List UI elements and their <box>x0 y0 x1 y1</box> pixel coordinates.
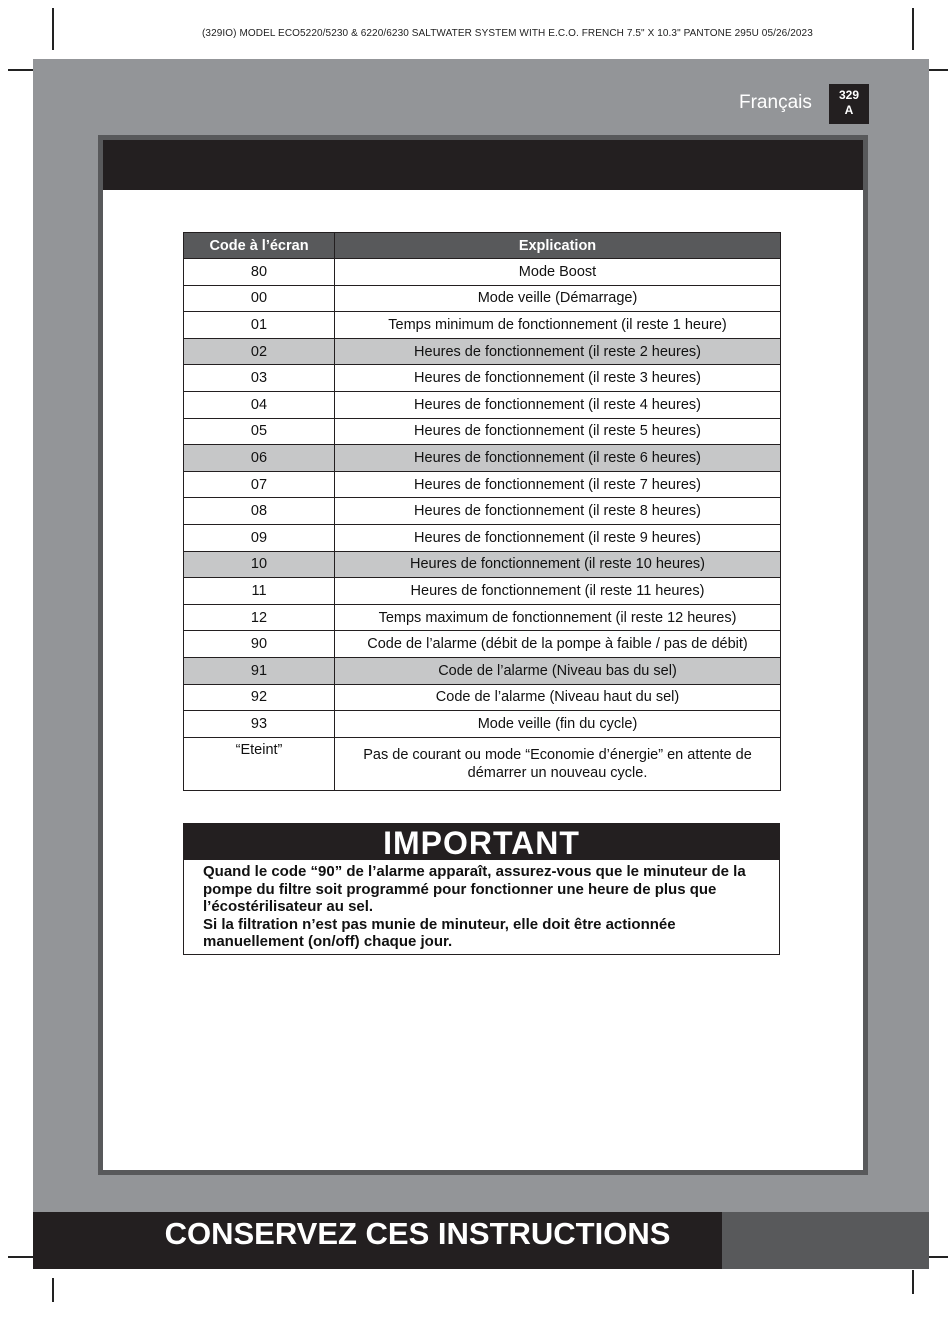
table-row <box>184 312 781 339</box>
code-cell: 06 <box>184 445 335 472</box>
important-notice <box>183 823 780 955</box>
footer-banner <box>33 1212 722 1269</box>
code-cell: 00 <box>184 285 335 312</box>
crop-mark <box>912 8 914 50</box>
table-header-row <box>184 233 781 259</box>
table-row <box>184 391 781 418</box>
language-label: Français <box>739 92 812 113</box>
important-body <box>184 860 779 951</box>
explanation-cell: Heures de fonctionnement (il reste 9 heures) <box>335 524 781 551</box>
code-cell: “Eteint” <box>184 737 335 790</box>
table-row <box>184 737 781 790</box>
explanation-cell: Pas de courant ou mode “Economie d’énergie” en attente de démarrer un nouveau cycle. <box>335 737 781 790</box>
table-row <box>184 551 781 578</box>
code-cell: 93 <box>184 711 335 738</box>
code-cell: 07 <box>184 471 335 498</box>
table-row <box>184 285 781 312</box>
explanation-cell: Code de l’alarme (Niveau bas du sel) <box>335 657 781 684</box>
code-cell: 05 <box>184 418 335 445</box>
code-cell: 10 <box>184 551 335 578</box>
code-cell: 92 <box>184 684 335 711</box>
table-row <box>184 657 781 684</box>
panel-header-bar <box>103 140 863 190</box>
table-row <box>184 604 781 631</box>
content-panel <box>98 135 868 1175</box>
code-cell: 01 <box>184 312 335 339</box>
footer-accent <box>722 1212 929 1269</box>
table-row <box>184 259 781 286</box>
explanation-cell: Heures de fonctionnement (il reste 7 heures) <box>335 471 781 498</box>
explanation-cell: Heures de fonctionnement (il reste 6 heures) <box>335 445 781 472</box>
code-cell: 04 <box>184 391 335 418</box>
column-header-code: Code à l’écran <box>184 233 335 259</box>
code-cell: 80 <box>184 259 335 286</box>
explanation-cell: Code de l’alarme (débit de la pompe à faible / pas de débit) <box>335 631 781 658</box>
explanation-cell: Heures de fonctionnement (il reste 2 heures) <box>335 338 781 365</box>
table-row <box>184 338 781 365</box>
table-row <box>184 631 781 658</box>
explanation-cell: Heures de fonctionnement (il reste 3 heures) <box>335 365 781 392</box>
code-table <box>183 232 781 791</box>
table-row <box>184 418 781 445</box>
crop-mark <box>52 8 54 50</box>
crop-mark <box>52 1278 54 1302</box>
explanation-cell: Heures de fonctionnement (il reste 8 heures) <box>335 498 781 525</box>
explanation-cell: Code de l’alarme (Niveau haut du sel) <box>335 684 781 711</box>
explanation-cell: Mode veille (Démarrage) <box>335 285 781 312</box>
page-number: 329 <box>838 88 860 102</box>
explanation-cell: Temps minimum de fonctionnement (il reste 1 heure) <box>335 312 781 339</box>
code-cell: 03 <box>184 365 335 392</box>
table-row <box>184 445 781 472</box>
explanation-cell: Heures de fonctionnement (il reste 10 heures) <box>335 551 781 578</box>
important-title: IMPORTANT <box>184 824 779 860</box>
footer-title: CONSERVEZ CES INSTRUCTIONS <box>164 1216 671 1251</box>
table-row <box>184 498 781 525</box>
page-number-badge <box>829 84 869 124</box>
important-paragraph: Quand le code “90” de l’alarme apparaît, assurez-vous que le minuteur de la pompe du filtre soit programmé pour fonctionner une heure de plus que l’écostérilisateur au sel. <box>203 863 746 915</box>
table-row <box>184 524 781 551</box>
table-row <box>184 365 781 392</box>
explanation-cell: Heures de fonctionnement (il reste 11 heures) <box>335 578 781 605</box>
explanation-cell: Heures de fonctionnement (il reste 4 heures) <box>335 391 781 418</box>
explanation-cell: Heures de fonctionnement (il reste 5 heures) <box>335 418 781 445</box>
table-row <box>184 684 781 711</box>
important-paragraph: Si la filtration n’est pas munie de minuteur, elle doit être actionnée manuellement (on/off) chaque jour. <box>203 915 676 950</box>
table-row <box>184 578 781 605</box>
code-cell: 91 <box>184 657 335 684</box>
table-row <box>184 711 781 738</box>
code-cell: 08 <box>184 498 335 525</box>
print-header: (329IO) MODEL ECO5220/5230 & 6220/6230 SALTWATER SYSTEM WITH E.C.O. FRENCH 7.5" X 10.3" PANTONE 295U 05/26/2023 <box>202 28 813 39</box>
explanation-cell: Mode Boost <box>335 259 781 286</box>
code-cell: 12 <box>184 604 335 631</box>
code-cell: 02 <box>184 338 335 365</box>
code-cell: 90 <box>184 631 335 658</box>
explanation-cell: Mode veille (fin du cycle) <box>335 711 781 738</box>
page-letter: A <box>844 103 854 117</box>
table-row <box>184 471 781 498</box>
code-cell: 11 <box>184 578 335 605</box>
code-cell: 09 <box>184 524 335 551</box>
explanation-cell: Temps maximum de fonctionnement (il reste 12 heures) <box>335 604 781 631</box>
crop-mark <box>912 1270 914 1294</box>
column-header-explanation: Explication <box>335 233 781 259</box>
